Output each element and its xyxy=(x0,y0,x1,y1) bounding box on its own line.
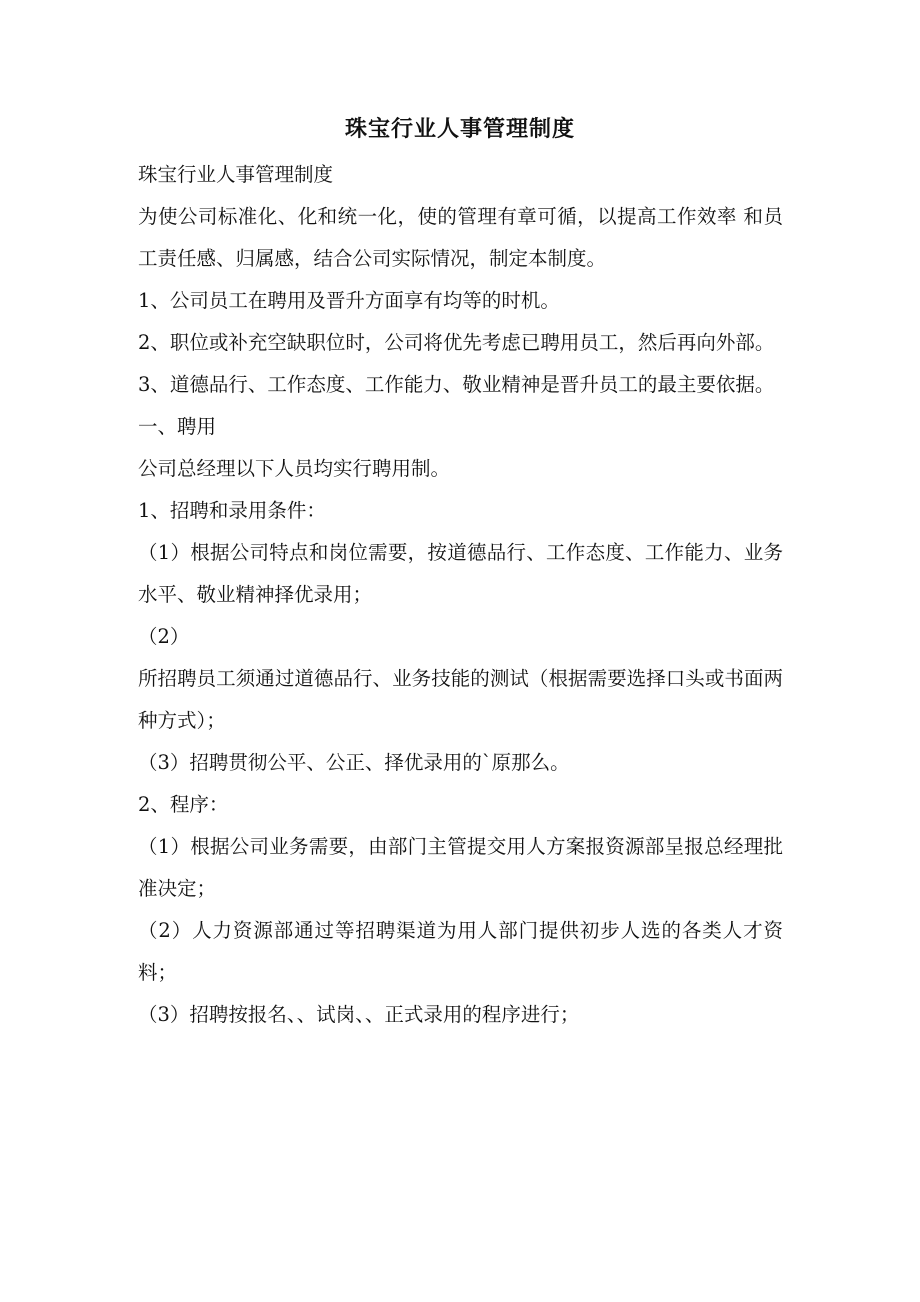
document-title: 珠宝行业人事管理制度 xyxy=(344,117,575,142)
paragraph: 1、招聘和录用条件： xyxy=(138,499,326,522)
paragraph: 1、公司员工在聘用及晋升方面享有均等的时机。 xyxy=(138,289,560,312)
paragraph: （3）招聘按报名、、试岗、、正式录用的程序进行； xyxy=(138,1003,580,1026)
paragraph: 为使公司标准化、化和统一化，使的管理有章可循，以提高工作效率 和员工责任感、归属感，结合公司实际情况，制定本制度。 xyxy=(138,205,783,270)
paragraph: （1）根据公司业务需要，由部门主管提交用人方案报资源部呈报总经理批准决定； xyxy=(138,835,783,900)
section-heading: 一、聘用 xyxy=(138,415,217,438)
paragraph: 2、职位或补充空缺职位时，公司将优先考虑已聘用员工，然后再向外部。 xyxy=(138,331,775,354)
paragraph: （1）根据公司特点和岗位需要，按道德品行、工作态度、工作能力、业务水平、敬业精神择优录用； xyxy=(138,541,783,606)
document-body xyxy=(138,154,783,1036)
paragraph: （2）人力资源部通过等招聘渠道为用人部门提供初步人选的各类人才资料； xyxy=(138,919,783,984)
paragraph: 珠宝行业人事管理制度 xyxy=(138,163,334,186)
paragraph: （3）招聘贯彻公平、公正、择优录用的`原那么。 xyxy=(138,751,570,774)
paragraph: （2） xyxy=(138,625,190,648)
paragraph: 公司总经理以下人员均实行聘用制。 xyxy=(138,457,451,480)
paragraph: 3、道德品行、工作态度、工作能力、敬业精神是晋升员工的最主要依据。 xyxy=(138,373,775,396)
paragraph: 所招聘员工须通过道德品行、业务技能的测试（根据需要选择口头或书面两种方式）； xyxy=(138,667,783,732)
paragraph: 2、程序： xyxy=(138,793,229,816)
